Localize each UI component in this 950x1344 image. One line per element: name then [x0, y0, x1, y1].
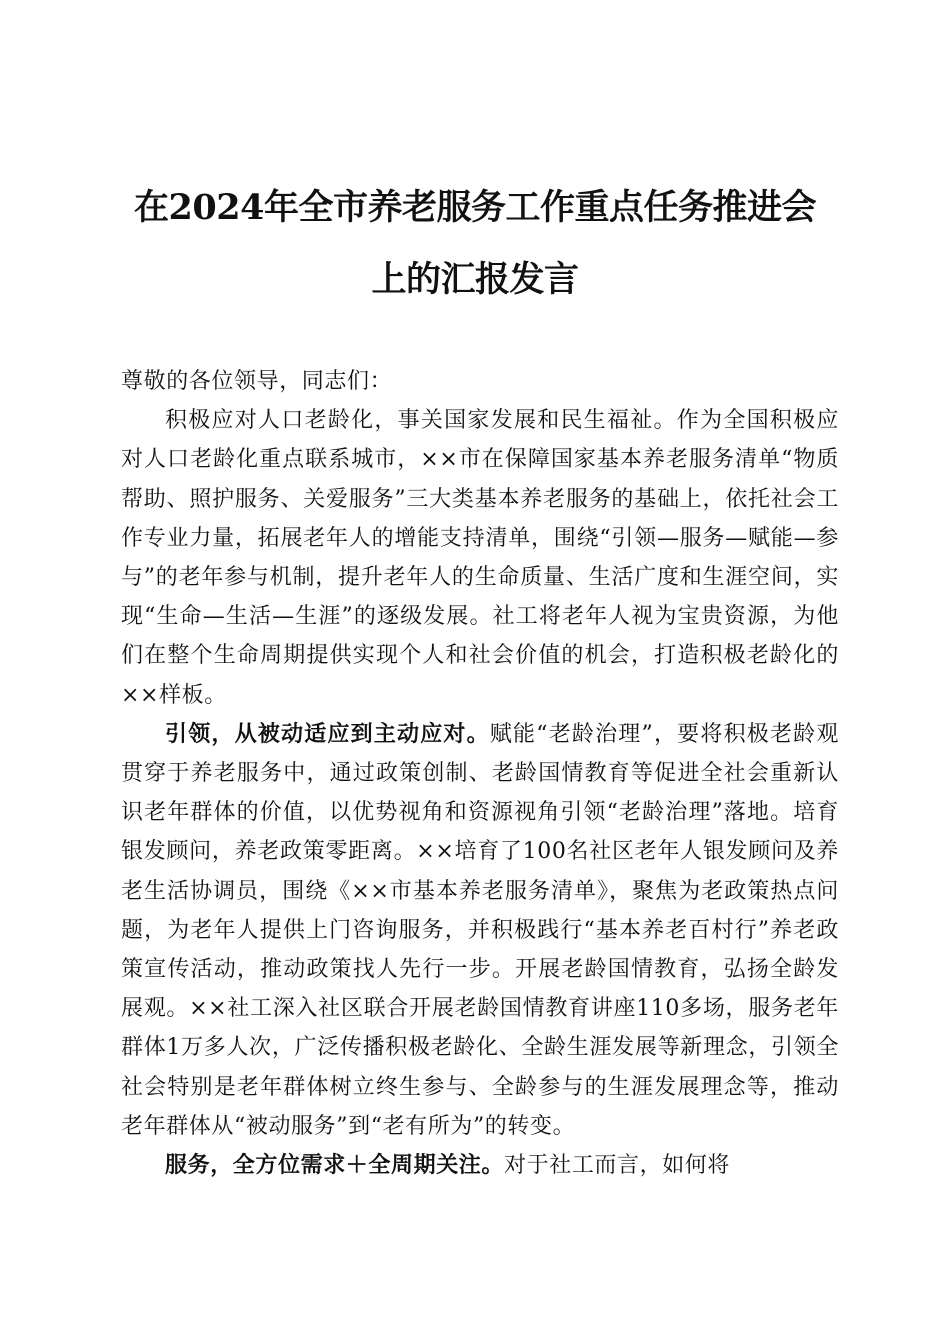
document-body	[121, 362, 839, 1185]
paragraph-3	[121, 1146, 839, 1185]
paragraph-lead: 引领，从被动适应到主动应对。	[165, 721, 490, 747]
title-line-2: 上的汇报发言	[371, 259, 579, 300]
paragraph-text: 对于社工而言，如何将	[504, 1153, 731, 1179]
paragraph-1	[121, 401, 839, 715]
document-title	[110, 172, 840, 316]
paragraph-text: 赋能“老龄治理”，要将积极老龄观贯穿于养老服务中，通过政策创制、老龄国情教育等促进全社会重新认识老年群体的价值，以优势视角和资源视角引领“老龄治理”落地。培育银发顾问，养老政策零距离。××培育了100名社区老年人银发顾问及养老生活协调员，围绕《××市基本养老服务清单》，聚焦为老政策热点问题，为老年人提供上门咨询服务，并积极践行“基本养老百村行”养老政策宣传活动，推动政策找人先行一步。开展老龄国情教育，弘扬全龄发展观。××社工深入社区联合开展老龄国情教育讲座110多场，服务老年群体1万多人次，广泛传播积极老龄化、全龄生涯发展等新理念，引领全社会特别是老年群体树立终生参与、全龄参与的生涯发展理念等，推动老年群体从“被动服务”到“老有所为”的转变。	[121, 721, 839, 1139]
paragraph-lead: 服务，全方位需求＋全周期关注。	[165, 1153, 505, 1179]
paragraph-text: 积极应对人口老龄化，事关国家发展和民生福祉。作为全国积极应对人口老龄化重点联系城市，××市在保障国家基本养老服务清单“物质帮助、照护服务、关爱服务”三大类基本养老服务的基础上，依托社会工作专业力量，拓展老年人的增能支持清单，围绕“引领—服务—赋能—参与”的老年参与机制，提升老年人的生命质量、生活广度和生涯空间，实现“生命—生活—生涯”的逐级发展。社工将老年人视为宝贵资源，为他们在整个生命周期提供实现个人和社会价值的机会，打造积极老龄化的××样板。	[121, 408, 839, 708]
title-line-1: 在2024年全市养老服务工作重点任务推进会	[134, 187, 816, 228]
paragraph-2	[121, 715, 839, 1146]
salutation: 尊敬的各位领导，同志们：	[121, 369, 393, 394]
